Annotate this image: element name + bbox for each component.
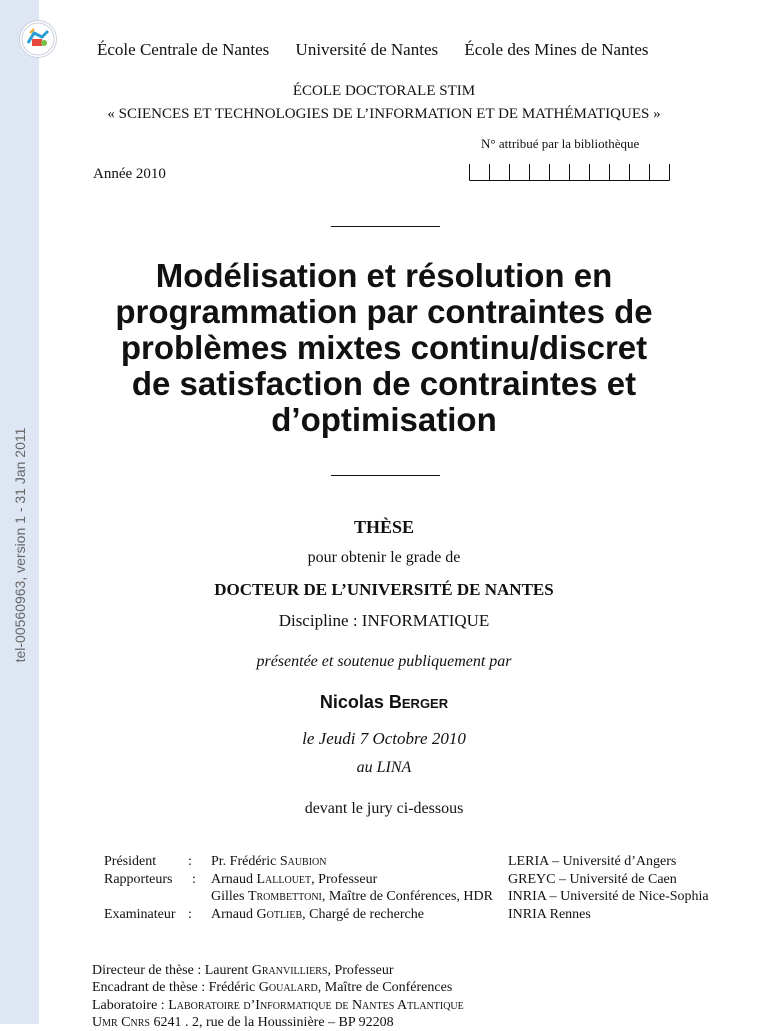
thesis-director: Directeur de thèse : Laurent Granvilliers, Professeur xyxy=(92,963,394,978)
degree-name: DOCTEUR DE L’UNIVERSITÉ DE NANTES xyxy=(214,580,554,599)
jury-sep: : xyxy=(192,872,196,887)
jury-member: Gilles Trombettoni, Maître de Conférences, HDR xyxy=(211,889,493,904)
doctoral-school: ÉCOLE DOCTORALE STIM xyxy=(292,83,476,99)
degree-purpose: pour obtenir le grade de xyxy=(307,549,461,566)
doctoral-school-full: « SCIENCES ET TECHNOLOGIES DE L’INFORMATION ET DE MATHÉMATIQUES » xyxy=(107,106,661,122)
defense-place: au LINA xyxy=(356,759,412,776)
jury-member: Pr. Frédéric Saubion xyxy=(211,854,327,869)
institutions xyxy=(97,40,671,60)
discipline: Discipline : INFORMATIQUE xyxy=(278,611,490,630)
jury-role: Rapporteurs xyxy=(104,872,173,887)
institution-un: Université de Nantes xyxy=(295,40,439,59)
title-line: problèmes mixtes continu/discret xyxy=(120,329,648,366)
defense-date: le Jeudi 7 Octobre 2010 xyxy=(302,729,466,748)
jury-affiliation: INRIA Rennes xyxy=(508,907,591,922)
year: Année 2010 xyxy=(93,166,166,182)
jury-sep: : xyxy=(188,907,192,922)
hal-sidebar xyxy=(0,0,39,1024)
title-line: programmation par contraintes de xyxy=(115,293,653,330)
jury-affiliation: GREYC – Université de Caen xyxy=(508,872,677,887)
jury-sep: : xyxy=(188,854,192,869)
hal-logo xyxy=(19,20,57,58)
jury-role: Président xyxy=(104,854,157,869)
title-line: d’optimisation xyxy=(271,401,497,438)
library-number-boxes xyxy=(469,163,670,181)
jury-role: Examinateur xyxy=(104,907,176,922)
presented-by: présentée et soutenue publiquement par xyxy=(256,653,512,670)
jury-member: Arnaud Gotlieb, Chargé de recherche xyxy=(211,907,424,922)
jury-affiliation: LERIA – Université d’Angers xyxy=(508,854,677,869)
thesis-label: THÈSE xyxy=(353,517,415,537)
author-first-name: Nicolas xyxy=(319,692,389,712)
title-line: Modélisation et résolution en xyxy=(155,257,613,294)
jury-intro: devant le jury ci-dessous xyxy=(304,800,464,817)
author-name xyxy=(0,692,768,713)
archive-stamp: tel-00560963, version 1 - 31 Jan 2011 xyxy=(12,427,28,663)
bottom-rule xyxy=(331,475,440,476)
institution-ecn: École Centrale de Nantes xyxy=(97,40,270,59)
thesis-supervisor: Encadrant de thèse : Frédéric Goualard, Maître de Conférences xyxy=(92,980,453,995)
top-rule xyxy=(331,226,440,227)
library-number-label: N° attribué par la bibliothèque xyxy=(481,136,640,151)
institution-emn: École des Mines de Nantes xyxy=(464,40,649,59)
jury-affiliation: INRIA – Université de Nice-Sophia xyxy=(508,889,709,904)
title-line: de satisfaction de contraintes et xyxy=(131,365,637,402)
laboratory: Laboratoire : Laboratoire d’Informatique de Nantes Atlantique xyxy=(92,998,464,1013)
laboratory-address: Umr Cnrs 6241 . 2, rue de la Houssinière – BP 92208 xyxy=(92,1015,394,1030)
author-last-name: Berger xyxy=(388,692,449,712)
thesis-title xyxy=(84,258,684,438)
jury-member: Arnaud Lallouet, Professeur xyxy=(211,872,378,887)
